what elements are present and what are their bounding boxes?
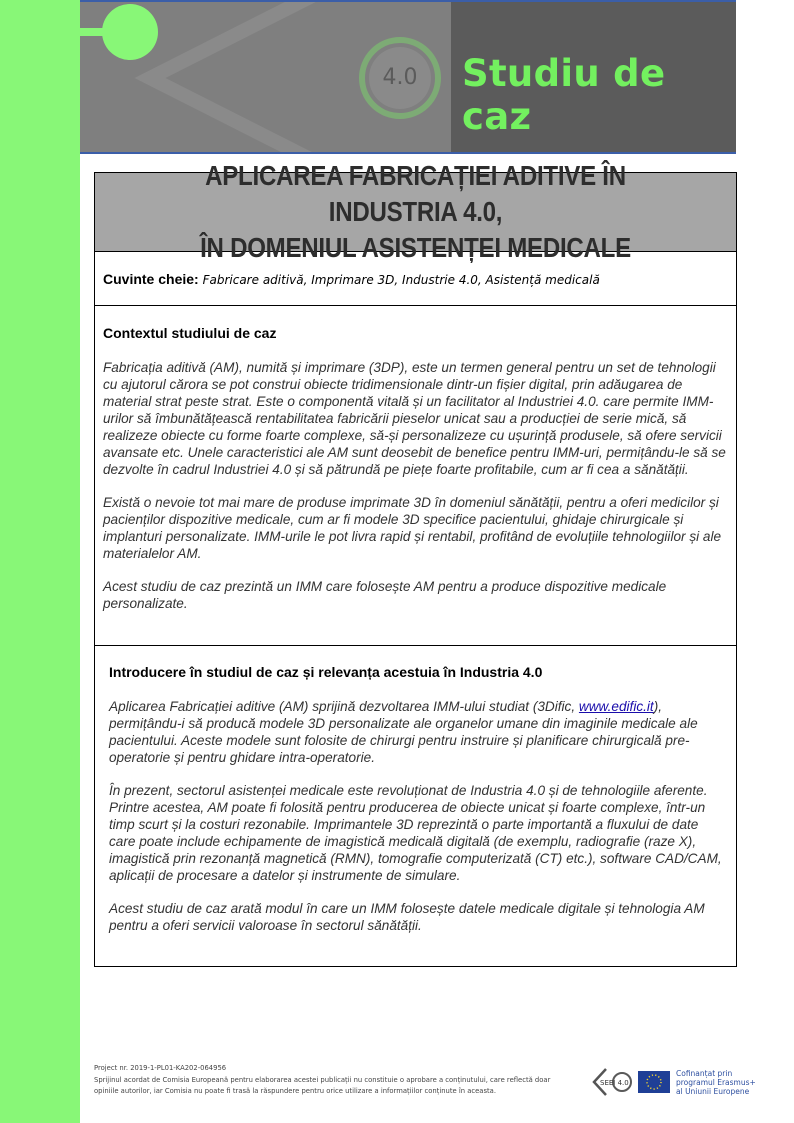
keywords-values: Fabricare aditivă, Imprimare 3D, Industrie 4.0, Asistență medicală	[202, 273, 600, 287]
eu-line-3: al Uniunii Europene	[676, 1087, 750, 1096]
intro-section	[95, 646, 736, 966]
context-paragraph-2: Există o nevoie tot mai mare de produse imprimate 3D în domeniul sănătății, pentru a oferi medicilor și pacienților dispozitive medicale, cum ar fi modele 3D specifice pacientului, ghidaje chirurgicale și implanturi personalizate. IMM-urile le pot livra rapid și rentabil, profitând de evoluțiile tehnologiilor și ale materialelor AM.	[103, 495, 722, 561]
case-study-box	[94, 160, 737, 967]
intro-paragraph-3: Acest studiu de caz arată modul în care un IMM folosește datele medicale digitale și tehnologia AM pentru a oferi servicii valoroase în sectorul sănătății.	[109, 901, 705, 933]
page-footer	[94, 1063, 564, 1097]
title-line-1: APLICAREA FABRICAȚIEI ADITIVE ÎN INDUSTRIA 4.0,	[205, 160, 626, 227]
eu-line-2: programul Erasmus+	[676, 1078, 756, 1087]
intro-p1-end: ), permițându-i să producă modele 3D personalizate ale organelor umane din imaginile medicale ale pacientului. Aceste modele sunt folosite de chirurgi pentru instruire și planificare chirurgicală pre-operatorie și pentru ghidare intra-operatorie.	[109, 699, 698, 765]
title-line-2: ÎN DOMENIUL ASISTENȚEI MEDICALE	[200, 232, 631, 263]
chevron-shape	[150, 2, 320, 154]
left-green-strip	[0, 0, 80, 1123]
green-dot	[102, 4, 158, 60]
page-title: Studiu de caz	[462, 52, 666, 138]
project-number: Project nr. 2019-1-PL01-KA202-064956	[94, 1064, 227, 1072]
intro-p1-start: Aplicarea Fabricației aditive (AM) sprijină dezvoltarea IMM-ului studiat (3Dific,	[109, 699, 579, 714]
intro-paragraph-1	[109, 698, 722, 766]
context-heading: Contextul studiului de caz	[103, 325, 277, 341]
intro-heading: Introducere în studiul de caz și relevanța acestuia în Industria 4.0	[109, 664, 543, 680]
context-section	[95, 306, 736, 646]
case-study-title	[95, 160, 736, 263]
context-paragraph-3: Acest studiu de caz prezintă un IMM care folosește AM pentru a produce dispozitive medicale personalizate.	[103, 579, 667, 611]
edific-link[interactable]: www.edific.it	[578, 699, 654, 714]
footer-disclaimer: Sprijinul acordat de Comisia Europeană pentru elaborarea acestei publicații nu constituie o aprobare a conținutului, care reflectă doar opiniile autorilor, iar Comisia nu poate fi trasă la răspundere pentru orice utilizare a informațiilor conținute în aceasta.	[94, 1076, 551, 1095]
keywords-label: Cuvinte cheie:	[103, 271, 199, 287]
logo-label: 4.0	[382, 65, 418, 90]
context-paragraph-1: Fabricația aditivă (AM), numită și imprimare (3DP), este un termen general pentru un set de tehnologii cu ajutorul cărora se pot construi obiecte tridimensionale dintr-un fișier digital, prin adăugarea de material strat peste strat. Este o componentă vitală și un facilitator al Industriei 4.0. care permite IMM-urilor să îmbunătățească rentabilitatea fabricării pieselor unicat sau a producției de serie mică, să realizeze obiecte cu forme foarte complexe, să-și personalizeze cu ușurință produsele, să ofere servicii avansate etc. Unele caracteristici ale AM sunt deosebit de benefice pentru IMM-uri, permițându-le să se dezvolte în cadrul Industriei 4.0 și să pătrundă pe piețe foarte profitabile, cum ar fi cea a sănătății.	[103, 360, 726, 477]
eu-funding-text	[676, 1069, 756, 1096]
page-header	[80, 0, 736, 154]
seei-logo-text: SEEI 4.0	[600, 1079, 629, 1087]
intro-paragraph-2: În prezent, sectorul asistenței medicale este revoluționat de Industria 4.0 și de tehnologiile aferente. Printre acestea, AM poate fi folosită pentru producerea de obiecte unicat și foarte complexe, într-un timp scurt și la costuri rezonabile. Imprimantele 3D reprezintă o parte importantă a fluxului de date care poate include echipamente de imagistică medicală digitală (de exemplu, radiografie (raze X), imagistică prin rezonanță magnetică (RMN), tomografie computerizată (CT) etc.), software CAD/CAM, aplicații de procesare a datelor și instrumente de simulare.	[109, 783, 722, 883]
eu-line-1: Cofinanțat prin	[676, 1069, 733, 1078]
